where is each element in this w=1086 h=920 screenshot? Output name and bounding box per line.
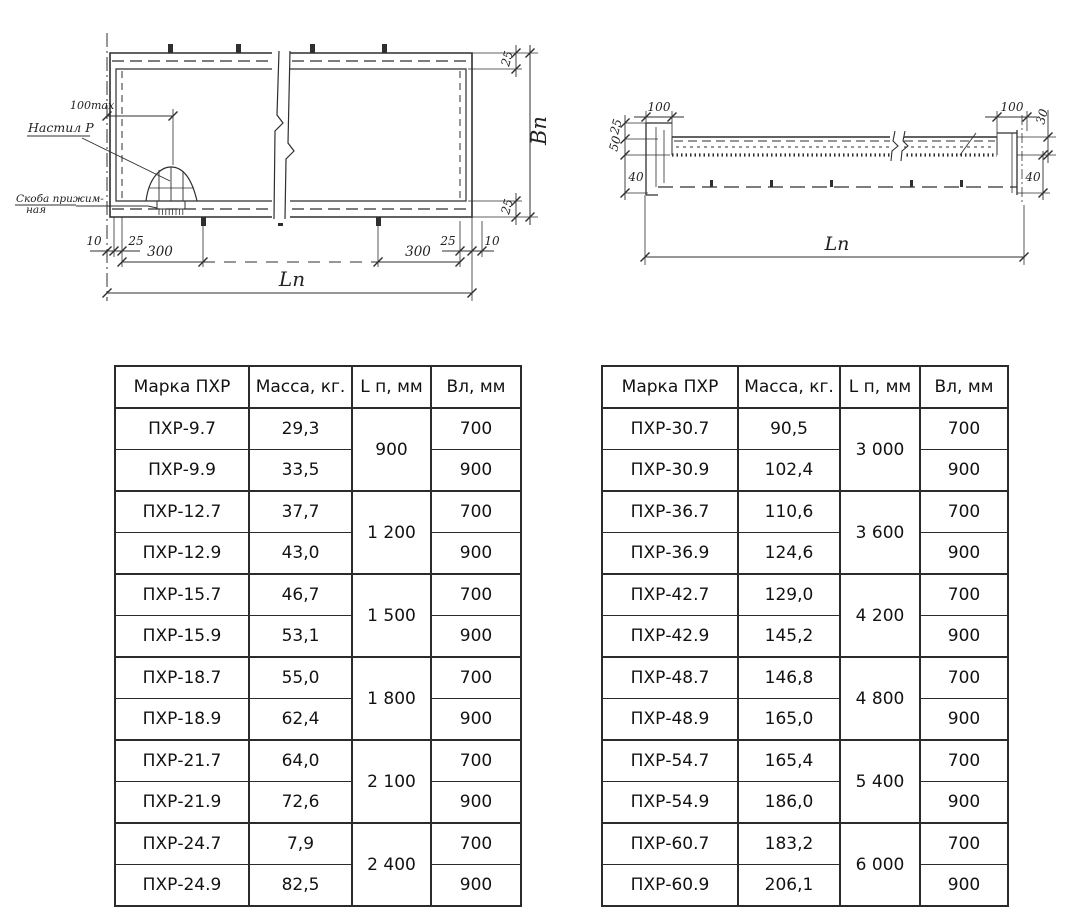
dim-label-width: Вп bbox=[527, 116, 551, 145]
cell-width: 700 bbox=[920, 574, 1008, 616]
dim-label-25: 25 bbox=[607, 117, 625, 136]
cell-width: 700 bbox=[920, 408, 1008, 450]
cell-width: 900 bbox=[920, 782, 1008, 824]
cell-mass: 82,5 bbox=[249, 865, 352, 907]
cell-width: 700 bbox=[431, 408, 521, 450]
cell-mark: ПХР-36.9 bbox=[602, 533, 738, 575]
cell-mass: 29,3 bbox=[249, 408, 352, 450]
col-header-mass: Масса, кг. bbox=[249, 366, 352, 408]
cell-length: 5 400 bbox=[840, 740, 920, 823]
cell-length: 900 bbox=[352, 408, 431, 491]
cell-width: 700 bbox=[920, 657, 1008, 699]
col-header-mark: Марка ПХР bbox=[602, 366, 738, 408]
table-row bbox=[115, 450, 521, 492]
cell-mark: ПХР-60.9 bbox=[602, 865, 738, 907]
dim-label-25-bottom: 25 bbox=[498, 197, 516, 216]
clamp-label-line1: Скоба прижим- bbox=[16, 193, 104, 205]
col-header-width: Вл, мм bbox=[920, 366, 1008, 408]
cell-width: 900 bbox=[920, 865, 1008, 907]
dim-label-10-left: 10 bbox=[86, 234, 102, 248]
cell-length: 4 200 bbox=[840, 574, 920, 657]
cell-width: 700 bbox=[431, 657, 521, 699]
cell-mass: 72,6 bbox=[249, 782, 352, 824]
table-row bbox=[115, 533, 521, 575]
cell-mass: 206,1 bbox=[738, 865, 840, 907]
cell-length: 2 400 bbox=[352, 823, 431, 906]
spec-table-right bbox=[601, 365, 1009, 907]
clamp-label-line2: ная bbox=[26, 204, 47, 216]
table-row bbox=[115, 491, 521, 533]
header-row bbox=[602, 366, 1008, 408]
cell-mass: 37,7 bbox=[249, 491, 352, 533]
cell-length: 4 800 bbox=[840, 657, 920, 740]
cell-mass: 145,2 bbox=[738, 616, 840, 658]
chord-studs bbox=[710, 180, 963, 187]
cell-mark: ПХР-36.7 bbox=[602, 491, 738, 533]
cell-mark: ПХР-48.9 bbox=[602, 699, 738, 741]
dim-label-40-right: 40 bbox=[1025, 170, 1041, 184]
cell-width: 700 bbox=[431, 574, 521, 616]
cell-mass: 55,0 bbox=[249, 657, 352, 699]
dim-label-100-left: 100 bbox=[647, 100, 671, 114]
spec-table-left-wrap bbox=[114, 365, 522, 907]
cell-mass: 33,5 bbox=[249, 450, 352, 492]
cell-mass: 90,5 bbox=[738, 408, 840, 450]
cell-width: 700 bbox=[920, 823, 1008, 865]
cell-mass: 62,4 bbox=[249, 699, 352, 741]
table-row bbox=[115, 616, 521, 658]
plan-dimensions-bottom bbox=[86, 217, 500, 301]
spec-table-right-wrap bbox=[601, 365, 1009, 907]
cell-width: 700 bbox=[920, 491, 1008, 533]
col-header-length: L п, мм bbox=[352, 366, 431, 408]
cell-width: 700 bbox=[431, 491, 521, 533]
plan-view-drawing bbox=[10, 5, 585, 320]
cell-length: 1 200 bbox=[352, 491, 431, 574]
cell-mass: 124,6 bbox=[738, 533, 840, 575]
table-row bbox=[602, 699, 1008, 741]
table-row bbox=[602, 450, 1008, 492]
cell-mass: 53,1 bbox=[249, 616, 352, 658]
cell-width: 700 bbox=[431, 823, 521, 865]
panel-structure bbox=[107, 33, 472, 301]
cell-width: 900 bbox=[431, 699, 521, 741]
cell-mark: ПХР-18.7 bbox=[115, 657, 249, 699]
table-row bbox=[115, 574, 521, 616]
deck-label: Настил Р bbox=[28, 120, 94, 135]
cell-mass: 129,0 bbox=[738, 574, 840, 616]
dim-label-100max: 100max bbox=[70, 99, 115, 112]
table-row bbox=[115, 865, 521, 907]
dim-label-100-right: 100 bbox=[1000, 100, 1024, 114]
cell-mark: ПХР-60.7 bbox=[602, 823, 738, 865]
cell-length: 3 600 bbox=[840, 491, 920, 574]
cell-width: 900 bbox=[920, 616, 1008, 658]
table-row bbox=[602, 574, 1008, 616]
cell-mark: ПХР-42.7 bbox=[602, 574, 738, 616]
col-header-mark: Марка ПХР bbox=[115, 366, 249, 408]
dim-label-40-left: 40 bbox=[628, 170, 644, 184]
table-row bbox=[602, 657, 1008, 699]
cell-mark: ПХР-21.7 bbox=[115, 740, 249, 782]
cell-width: 900 bbox=[431, 533, 521, 575]
dim-label-length-elevation: Lп bbox=[824, 233, 850, 255]
cell-width: 900 bbox=[431, 865, 521, 907]
table-row bbox=[602, 491, 1008, 533]
cell-mark: ПХР-30.9 bbox=[602, 450, 738, 492]
table-row bbox=[602, 782, 1008, 824]
cell-mass: 110,6 bbox=[738, 491, 840, 533]
cell-mark: ПХР-42.9 bbox=[602, 616, 738, 658]
cell-mass: 7,9 bbox=[249, 823, 352, 865]
cell-length: 1 500 bbox=[352, 574, 431, 657]
cell-mass: 165,4 bbox=[738, 740, 840, 782]
cell-mass: 165,0 bbox=[738, 699, 840, 741]
table-row bbox=[602, 408, 1008, 450]
dim-label-300-left: 300 bbox=[147, 244, 173, 260]
cell-mass: 183,2 bbox=[738, 823, 840, 865]
cell-mark: ПХР-12.7 bbox=[115, 491, 249, 533]
cell-mark: ПХР-15.7 bbox=[115, 574, 249, 616]
col-header-width: Вл, мм bbox=[431, 366, 521, 408]
cell-length: 3 000 bbox=[840, 408, 920, 491]
table-row bbox=[602, 823, 1008, 865]
cell-mass: 146,8 bbox=[738, 657, 840, 699]
cell-mark: ПХР-48.7 bbox=[602, 657, 738, 699]
cell-mark: ПХР-9.9 bbox=[115, 450, 249, 492]
cell-length: 1 800 bbox=[352, 657, 431, 740]
cell-mark: ПХР-15.9 bbox=[115, 616, 249, 658]
cell-mass: 46,7 bbox=[249, 574, 352, 616]
cell-mass: 102,4 bbox=[738, 450, 840, 492]
dim-label-50: 50 bbox=[606, 134, 624, 153]
dim-label-10-right: 10 bbox=[484, 234, 500, 248]
table-row bbox=[115, 823, 521, 865]
cell-width: 900 bbox=[431, 450, 521, 492]
cell-length: 2 100 bbox=[352, 740, 431, 823]
table-row bbox=[115, 740, 521, 782]
cell-mark: ПХР-21.9 bbox=[115, 782, 249, 824]
cell-mark: ПХР-9.7 bbox=[115, 408, 249, 450]
cell-width: 900 bbox=[431, 782, 521, 824]
table-row bbox=[602, 865, 1008, 907]
cell-mark: ПХР-30.7 bbox=[602, 408, 738, 450]
cell-mark: ПХР-24.9 bbox=[115, 865, 249, 907]
cell-width: 700 bbox=[431, 740, 521, 782]
header-row bbox=[115, 366, 521, 408]
cell-width: 700 bbox=[920, 740, 1008, 782]
cell-mark: ПХР-12.9 bbox=[115, 533, 249, 575]
cell-mark: ПХР-18.9 bbox=[115, 699, 249, 741]
dim-label-25-left: 25 bbox=[128, 234, 144, 248]
plan-dimensions-right bbox=[468, 45, 551, 225]
table-row bbox=[602, 533, 1008, 575]
table-row bbox=[115, 408, 521, 450]
plan-annotations bbox=[15, 99, 178, 216]
dim-label-25-right: 25 bbox=[440, 234, 456, 248]
dim-label-25-top: 25 bbox=[498, 49, 516, 68]
dim-label-300-right: 300 bbox=[405, 244, 431, 260]
cell-length: 6 000 bbox=[840, 823, 920, 906]
cell-width: 900 bbox=[920, 533, 1008, 575]
cell-mass: 186,0 bbox=[738, 782, 840, 824]
cell-mass: 43,0 bbox=[249, 533, 352, 575]
cell-mark: ПХР-24.7 bbox=[115, 823, 249, 865]
cell-mass: 64,0 bbox=[249, 740, 352, 782]
table-row bbox=[115, 699, 521, 741]
side-view-drawing bbox=[600, 75, 1086, 310]
cell-mark: ПХР-54.7 bbox=[602, 740, 738, 782]
cell-width: 900 bbox=[920, 450, 1008, 492]
table-row bbox=[115, 782, 521, 824]
col-header-mass: Масса, кг. bbox=[738, 366, 840, 408]
cell-mark: ПХР-54.9 bbox=[602, 782, 738, 824]
dim-label-length: Lп bbox=[278, 267, 306, 291]
table-row bbox=[115, 657, 521, 699]
panel-section-structure bbox=[646, 115, 1022, 205]
spec-table-left bbox=[114, 365, 522, 907]
table-row bbox=[602, 616, 1008, 658]
clamp-bracket-detail bbox=[146, 167, 197, 215]
dim-label-30: 30 bbox=[1033, 107, 1051, 126]
cell-width: 900 bbox=[431, 616, 521, 658]
cell-width: 900 bbox=[920, 699, 1008, 741]
col-header-length: L п, мм bbox=[840, 366, 920, 408]
table-row bbox=[602, 740, 1008, 782]
